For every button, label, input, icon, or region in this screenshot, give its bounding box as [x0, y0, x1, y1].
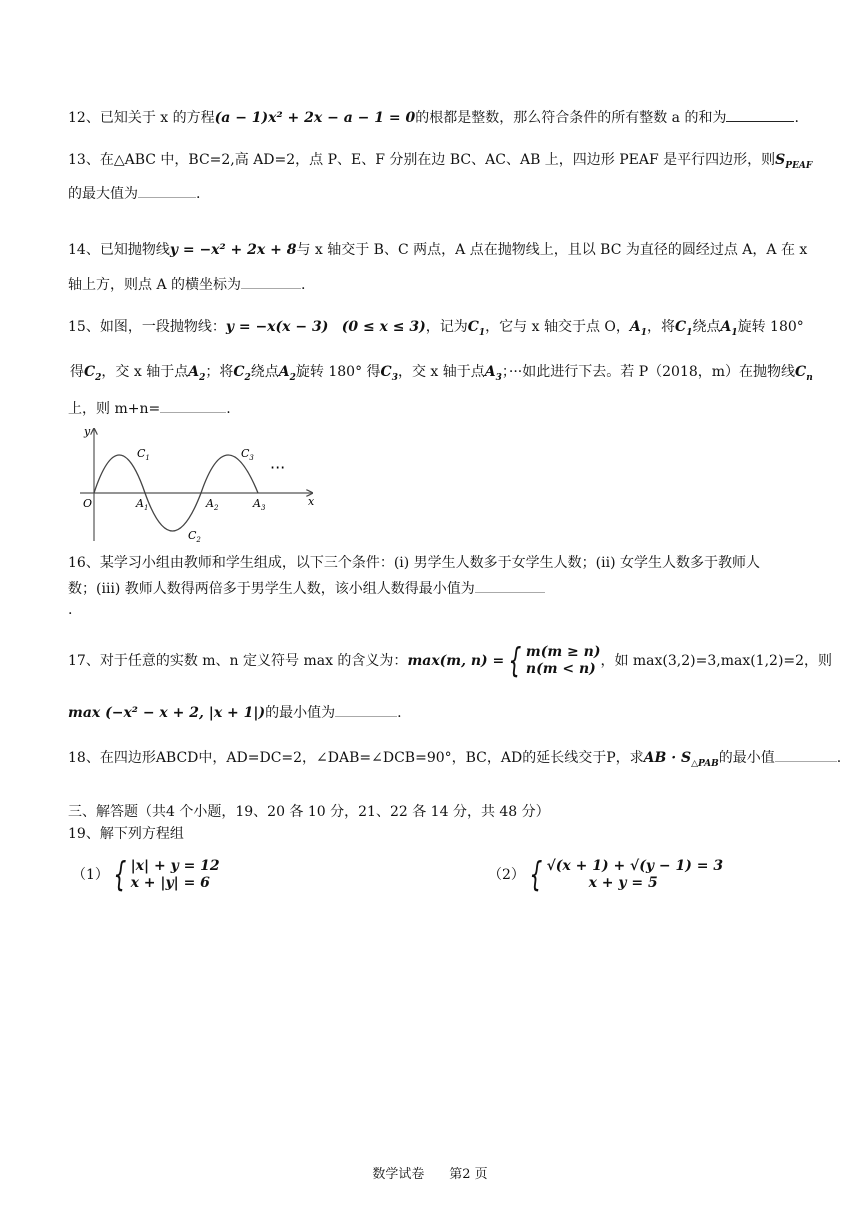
- period: .: [397, 705, 402, 721]
- a2-symbol: $A_2$: [278, 364, 296, 383]
- a3-symbol: $A_3$: [484, 364, 502, 383]
- a1-label: $A_1$: [136, 497, 149, 512]
- q14-line2: [68, 274, 305, 295]
- q16-text-2: 数；(ⅲ) 教师人数得两倍多于男学生人数，该小组人数得最小值为: [68, 581, 475, 597]
- q15-text: ，交 x 轴于点: [397, 364, 485, 380]
- c2-symbol: $C_2$: [84, 364, 102, 383]
- q17-text-3: 的最小值为: [265, 705, 336, 721]
- q15-text: 旋转 180°: [737, 319, 804, 335]
- q17-text-2: ，如 max(3,2)=3,max(1,2)=2，则: [600, 653, 833, 669]
- q18-text: 18、在四边形ABCD中，AD=DC=2，∠DAB=∠DCB=90°，BC，AD的延长线交于P，求: [68, 750, 644, 766]
- page-footer: [0, 1163, 860, 1182]
- q12-text-2: 的根都是整数，那么符合条件的所有整数 a 的和为: [415, 110, 727, 126]
- c3-symbol: $C_3$: [380, 364, 398, 383]
- period: .: [836, 750, 842, 766]
- answer-blank[interactable]: [160, 398, 226, 413]
- q12-text: 12、已知关于 x 的方程: [68, 110, 215, 126]
- q14-text-2: 与 x 轴交于 B、C 两点，A 点在抛物线上，且以 BC 为直径的圆经过点 A，A 在 x: [296, 242, 808, 258]
- a1-symbol: $A_1$: [720, 319, 738, 338]
- q15-text: ；将: [205, 364, 234, 380]
- answer-blank[interactable]: [726, 107, 794, 122]
- x-label: x: [308, 495, 315, 508]
- y-label: y: [84, 425, 91, 438]
- q16-text: 16、某学习小组由教师和学生组成，以下三个条件：(ⅰ) 男学生人数多于女学生人数；(ⅱ) 女学生人数多于教师人: [68, 555, 760, 571]
- c1-symbol: $C_1$: [467, 319, 486, 338]
- q15-text: 旋转 180° 得: [295, 364, 381, 380]
- answer-blank[interactable]: [475, 578, 545, 593]
- q17-line1: [68, 641, 833, 681]
- period: .: [301, 277, 306, 293]
- q15-text: 得: [70, 364, 84, 380]
- system-1-label: （1）: [72, 867, 109, 883]
- q13-line2: [68, 183, 200, 204]
- period: .: [196, 186, 201, 202]
- q16-line1: [68, 553, 760, 573]
- q15-line1: [68, 317, 804, 343]
- q15-formula: y = −x(x − 3): [225, 319, 329, 335]
- q13-subscript: PEAF: [785, 160, 813, 171]
- system-2-label: （2）: [488, 867, 525, 883]
- c2-symbol: $C_2$: [233, 364, 251, 383]
- period: .: [226, 401, 231, 417]
- q15-line3: [68, 398, 231, 419]
- q13-line1: [68, 150, 812, 176]
- q15-text: ，交 x 轴于点: [101, 364, 189, 380]
- footer-title: 数学试卷: [372, 1167, 425, 1182]
- c2-label: $C_2$: [188, 529, 201, 544]
- equation: √(x + 1) + √(y − 1) = 3: [546, 858, 724, 874]
- q13-formula: S: [775, 152, 786, 168]
- q14-formula: y = −x² + 2x + 8: [169, 242, 297, 258]
- q18-formula: AB · S: [643, 750, 692, 766]
- section-3-title: 三、解答题（共4 个小题，19、20 各 10 分，21、22 各 14 分，共 48 分）: [68, 804, 550, 820]
- q15-text: ，将: [647, 319, 676, 335]
- period: .: [794, 110, 799, 126]
- continuation-dots: ···: [270, 458, 286, 477]
- q15-text: ，它与 x 轴交于点 O，: [485, 319, 630, 335]
- q19-title: 19、解下列方程组: [68, 826, 184, 842]
- q13-text: 13、在△ABC 中，BC=2,高 AD=2，点 P、E、F 分别在边 BC、AC、AB 上，四边形 PEAF 是平行四边形，则: [68, 152, 776, 168]
- q17-formula-2: max (−x² − x + 2, |x + 1|): [68, 705, 266, 721]
- q15-text: 绕点: [250, 364, 279, 380]
- q17-text: 17、对于任意的实数 m、n 定义符号 max 的含义为：: [68, 653, 408, 669]
- q17-line2: [68, 702, 402, 723]
- answer-blank[interactable]: [775, 747, 837, 762]
- q14-text: 14、已知抛物线: [68, 242, 170, 258]
- a2-label: $A_2$: [206, 497, 219, 512]
- case-2: n(m < n): [525, 661, 596, 677]
- q12-formula: (a − 1)x² + 2x − a − 1 = 0: [214, 110, 416, 126]
- page-number: 第2 页: [449, 1167, 488, 1182]
- cn-symbol: $C_n$: [795, 364, 813, 383]
- q13-text-2: 的最大值为: [68, 186, 138, 202]
- equation: |x| + y = 12: [130, 858, 220, 874]
- equation: x + y = 5: [588, 875, 658, 891]
- a2-symbol: $A_2$: [188, 364, 206, 383]
- q15-text: 绕点: [692, 319, 721, 335]
- q15-text: 上，则 m+n=: [68, 401, 161, 417]
- system-1: （1） { |x| + y = 12 x + |y| = 6: [72, 855, 220, 895]
- parabola-graph: [70, 423, 320, 548]
- q15-line2: [70, 362, 813, 388]
- c1-label: $C_1$: [137, 447, 150, 462]
- answer-blank[interactable]: [241, 274, 301, 289]
- period: .: [68, 602, 73, 618]
- q16-line3: [68, 600, 72, 620]
- answer-blank[interactable]: [138, 183, 196, 198]
- system-2: （2） { √(x + 1) + √(y − 1) = 3 x + y = 5: [488, 855, 724, 895]
- answer-blank[interactable]: [335, 702, 397, 717]
- q15-text: ；···如此进行下去。若 P（2018，m）在抛物线: [501, 364, 796, 380]
- c3-label: $C_3$: [241, 447, 254, 462]
- origin-label: O: [83, 497, 93, 510]
- case-1: m(m ≥ n): [525, 644, 601, 660]
- q18-subscript: △PAB: [691, 758, 719, 769]
- q12-line: [68, 107, 799, 128]
- q18-text-2: 的最小值: [718, 750, 775, 766]
- q17-formula: max(m, n) =: [407, 653, 505, 669]
- q15-text: 15、如图，一段抛物线：: [68, 319, 226, 335]
- q15-text: ，记为: [425, 319, 468, 335]
- q14-text-3: 轴上方，则点 A 的横坐标为: [68, 277, 242, 293]
- q18-line: [68, 747, 841, 774]
- c1-symbol: $C_1$: [675, 319, 693, 338]
- q17-piecewise: { m(m ≥ n) n(m < n): [508, 641, 601, 681]
- a1-symbol: $A_1$: [629, 319, 648, 338]
- q16-line2: [68, 578, 545, 599]
- equation: x + |y| = 6: [130, 875, 210, 891]
- a3-label: $A_3$: [253, 497, 266, 512]
- q14-line1: [68, 240, 807, 260]
- q15-domain: (0 ≤ x ≤ 3): [341, 319, 426, 335]
